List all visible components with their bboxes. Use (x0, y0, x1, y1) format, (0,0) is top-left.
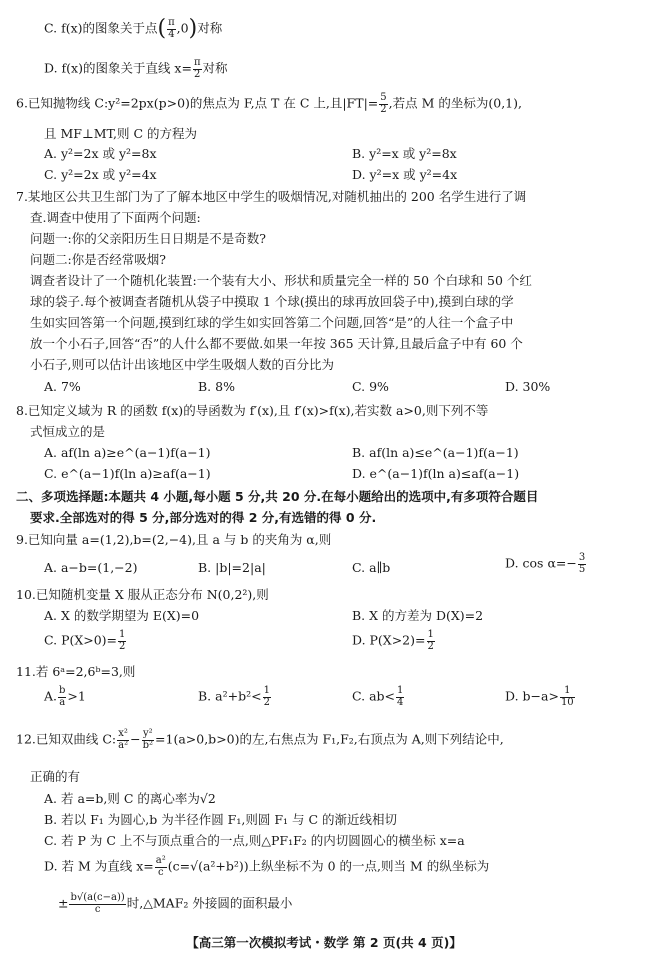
fraction: $\frac{1}{4}$ (397, 685, 404, 708)
q8-line-1: 8.已知定义域为 R 的函数 f(x)的导函数为 f′(x),且 f′(x)>f(x),若实数 a>0,则下列不等 (16, 403, 489, 418)
q5-option-d: D. f(x)的图象关于直线 x= $\frac{\pi}{2}$ 对称 (44, 57, 228, 80)
q11-option-a: A. $\frac{b}{a}$ >1 (44, 685, 86, 708)
q6-option-a: A. y²=2x 或 y²=8x (44, 146, 157, 161)
fraction: $\frac{b}{a}$ (59, 685, 66, 708)
q11-option-c: C. ab< $\frac{1}{4}$ (352, 685, 404, 708)
q7-line-2: 查.调查中使用了下面两个问题: (30, 210, 201, 225)
q7-option-d: D. 30% (505, 379, 551, 394)
fraction: $\frac{1}{10}$ (560, 685, 574, 708)
q9-option-d: D. cos α=− $\frac{3}{5}$ (505, 552, 586, 575)
q7-line-5: 调查者设计了一个随机化装置:一个装有大小、形状和质量完全一样的 50 个白球和 50 个红 (30, 273, 532, 288)
q8-line-2: 式恒成立的是 (30, 424, 106, 439)
q7-option-a: A. 7% (44, 379, 81, 394)
fraction: $\frac{\pi}{4}$ (168, 17, 175, 40)
q9-stem: 9.已知向量 a=(1,2),b=(2,−4),且 a 与 b 的夹角为 α,则 (16, 532, 332, 547)
fraction: $\frac{1}{2}$ (119, 629, 126, 652)
q7-option-b: B. 8% (198, 379, 235, 394)
q12-option-d-line-1: D. 若 M 为直线 x= $\frac{\text{a²}}{c}$ (c=√(a²+b²))上纵坐标不为 0 的一点,则当 M 的纵坐标为 (44, 855, 490, 878)
q10-option-d: D. P(X>2)= $\frac{1}{2}$ (352, 629, 434, 652)
q7-line-6: 球的袋子.每个被调查者随机从袋子中摸取 1 个球(摸出的球再放回袋子中),摸到白球的学 (30, 294, 514, 309)
q6-stem-line-2: 且 MF⊥MT,则 C 的方程为 (44, 126, 197, 141)
q8-option-c: C. e^(a−1)f(ln a)≥af(a−1) (44, 466, 211, 481)
fraction: $\frac{1}{2}$ (263, 685, 270, 708)
q6-option-b: B. y²=x 或 y²=8x (352, 146, 457, 161)
q9-option-b: B. |b|=2|a| (198, 560, 266, 575)
q10-stem: 10.已知随机变量 X 服从正态分布 N(0,2²),则 (16, 587, 269, 602)
q5-option-c: C. f(x)的图象关于点( $\frac{\pi}{4}$ ,0)对称 (44, 16, 223, 41)
q8-option-a: A. af(ln a)≥e^(a−1)f(a−1) (44, 445, 211, 460)
q8-option-b: B. af(ln a)≤e^(a−1)f(a−1) (352, 445, 519, 460)
q12-option-d-line-2: ± $\frac{b√(a(c-a))}{c}$ 时,△MAF₂ 外接圆的面积最小 (58, 892, 293, 915)
q12-stem-line-2: 正确的有 (30, 769, 81, 784)
fraction: $\frac{\text{y²}}{\text{b²}}$ (142, 728, 154, 751)
q11-option-d: D. b−a> $\frac{1}{10}$ (505, 685, 574, 708)
q12-option-c: C. 若 P 为 C 上不与顶点重合的一点,则△PF₁F₂ 的内切圆圆心的横坐标 x=a (44, 833, 465, 848)
fraction: $\frac{3}{5}$ (578, 552, 586, 575)
q7-line-4: 问题二:你是否经常吸烟? (30, 252, 166, 267)
q9-option-a: A. a−b=(1,−2) (44, 560, 138, 575)
q7-line-3: 问题一:你的父亲阳历生日日期是不是奇数? (30, 231, 266, 246)
q11-stem: 11.若 6ᵃ=2,6ᵇ=3,则 (16, 664, 136, 679)
page-footer: 【高三第一次模拟考试・数学 第 2 页(共 4 页)】 (186, 935, 462, 950)
fraction: $\frac{\text{a²}}{c}$ (155, 855, 166, 878)
q7-line-8: 放一个小石子,回答“否”的人什么都不要做.如果一年按 365 天计算,且最后盒子中有 60 个 (30, 336, 523, 351)
q6-option-c: C. y²=2x 或 y²=4x (44, 167, 157, 182)
q6-option-d: D. y²=x 或 y²=4x (352, 167, 458, 182)
q7-line-1: 7.某地区公共卫生部门为了了解本地区中学生的吸烟情况,对随机抽出的 200 名学生进行了调 (16, 189, 527, 204)
q10-option-b: B. X 的方差为 D(X)=2 (352, 608, 484, 623)
q10-option-c: C. P(X>0)= $\frac{1}{2}$ (44, 629, 126, 652)
fraction: $\frac{5}{2}$ (380, 92, 387, 115)
fraction: $\frac{\pi}{2}$ (193, 57, 201, 80)
q10-option-a: A. X 的数学期望为 E(X)=0 (44, 608, 200, 623)
q6-stem-line-1: 6.已知抛物线 C:y²=2px(p>0)的焦点为 F,点 T 在 C 上,且|FT|= $\frac{5}{2}$ ,若点 M 的坐标为(0,1), (16, 92, 522, 115)
q7-line-7: 生如实回答第一个问题,摸到红球的学生如实回答第二个问题,回答“是”的人往一个盒子中 (30, 315, 514, 330)
q12-option-b: B. 若以 F₁ 为圆心,b 为半径作圆 F₁,则圆 F₁ 与 C 的渐近线相切 (44, 812, 397, 827)
q12-option-a: A. 若 a=b,则 C 的离心率为√2 (44, 791, 216, 806)
fraction: $\frac{1}{2}$ (427, 629, 434, 652)
q11-option-b: B. a²+b²< $\frac{1}{2}$ (198, 685, 270, 708)
q9-option-c: C. a∥b (352, 560, 391, 575)
fraction: $\frac{b√(a(c-a))}{c}$ (70, 892, 125, 915)
q8-option-d: D. e^(a−1)f(ln a)≤af(a−1) (352, 466, 520, 481)
q7-option-c: C. 9% (352, 379, 389, 394)
q7-line-9: 小石子,则可以估计出该地区中学生吸烟人数的百分比为 (30, 357, 334, 372)
section-2-heading-line-2: 要求.全部选对的得 5 分,部分选对的得 2 分,有选错的得 0 分. (30, 510, 377, 525)
fraction: $\frac{\text{x²}}{\text{a²}}$ (118, 728, 129, 751)
q12-stem-line-1: 12.已知双曲线 C: $\frac{\text{x²}}{\text{a²}}$ − $\frac{\text{y²}}{\text{b²}}$ =1(a>0,b>0)的左,右焦点为 F₁,F₂,右顶点为 A,则下列结论中, (16, 728, 504, 751)
section-2-heading-line-1: 二、多项选择题:本题共 4 小题,每小题 5 分,共 20 分.在每小题给出的选项中,有多项符合题目 (16, 489, 539, 504)
